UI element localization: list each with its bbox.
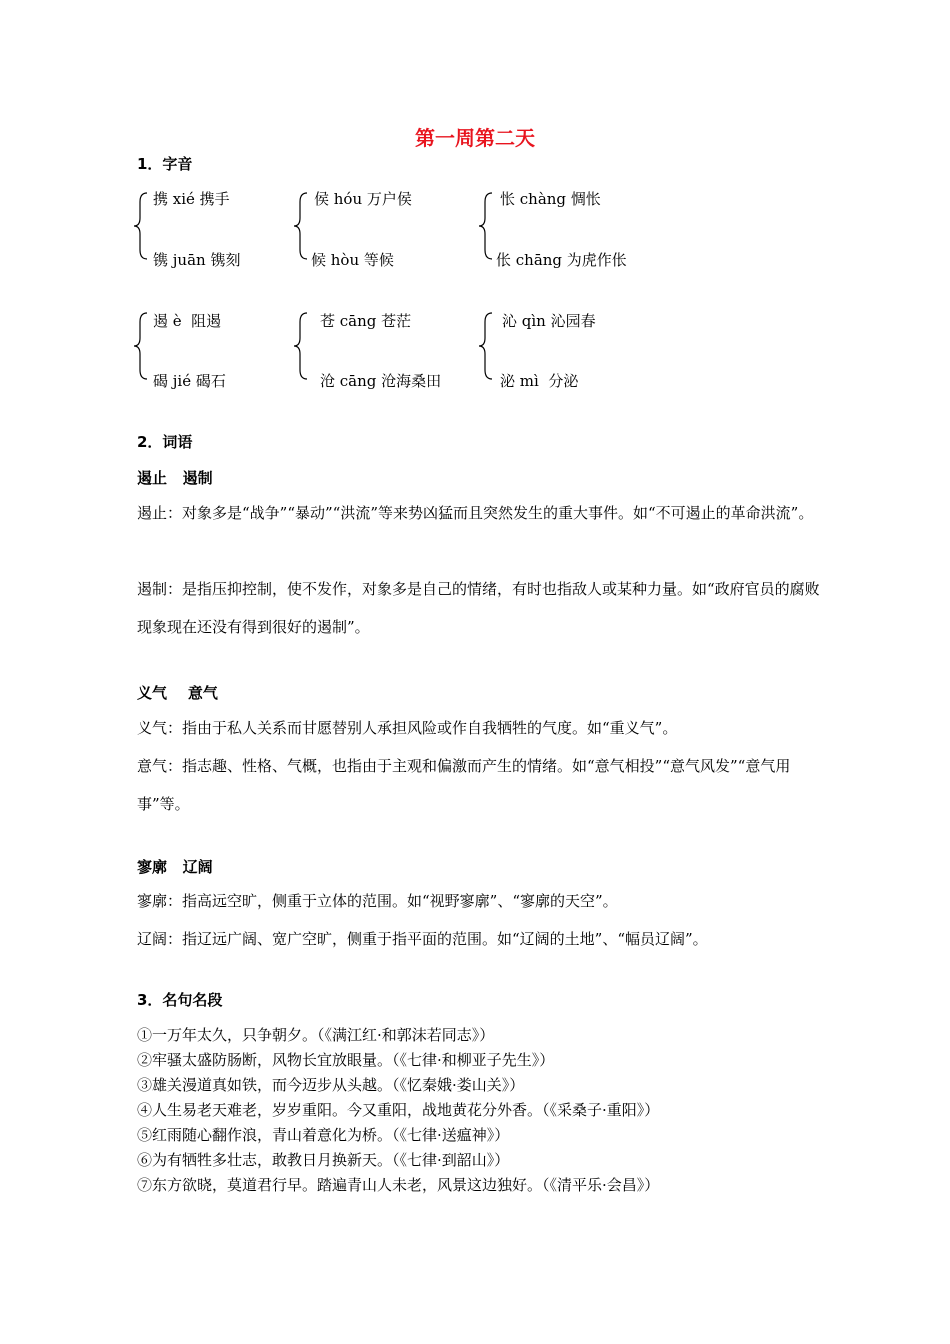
quote-item: ③雄关漫道真如铁，而今迈步从头越。（《忆秦娥·娄山关》）: [137, 1076, 525, 1094]
brace-icon: [478, 192, 498, 260]
pron-item-bottom: 泌 mì 分泌: [500, 372, 579, 390]
word-definition: 寥廓：指高远空旷，侧重于立体的范围。如“视野寥廓”、“寥廓的天空”。: [137, 892, 618, 910]
pron-item-bottom: 伥 chāng 为虎作伥: [496, 251, 627, 269]
brace-icon: [133, 312, 153, 380]
quote-item: ④人生易老天难老，岁岁重阳。今又重阳，战地黄花分外香。（《采桑子·重阳》）: [137, 1101, 660, 1119]
word-pair-title: 寥廓 辽阔: [137, 858, 213, 876]
brace-icon: [293, 312, 313, 380]
pron-item-top: 携 xié 携手: [153, 190, 230, 208]
section-heading-words: 2．词语: [137, 433, 193, 451]
pron-item-top: 苍 cāng 苍茫: [320, 312, 412, 330]
pron-item-top: 怅 chàng 惆怅: [500, 190, 601, 208]
word-pair-title: 遏止 遏制: [137, 469, 213, 487]
word-definition: 义气：指由于私人关系而甘愿替别人承担风险或作自我牺牲的气度。如“重义气”。: [137, 719, 678, 737]
section-heading-pronunciation: 1．字音: [137, 155, 193, 173]
pron-item-top: 侯 hóu 万户侯: [314, 190, 412, 208]
word-definition: 意气：指志趣、性格、气概，也指由于主观和偏激而产生的情绪。如“意气相投”“意气风发”“意气用事”等。: [137, 757, 791, 813]
pron-item-bottom: 碣 jié 碣石: [153, 372, 226, 390]
brace-icon: [293, 192, 313, 260]
pron-item-bottom: 镌 juān 镌刻: [153, 251, 241, 269]
page-title: 第一周第二天: [415, 126, 535, 150]
section-heading-quotes: 3．名句名段: [137, 991, 223, 1009]
word-definition: 遏止：对象多是“战争”“暴动”“洪流”等来势凶猛而且突然发生的重大事件。如“不可遏止的革命洪流”。: [137, 504, 814, 522]
word-pair-title: 义气 意气: [137, 684, 218, 702]
quote-item: ⑦东方欲晓，莫道君行早。踏遍青山人未老，风景这边独好。（《清平乐·会昌》）: [137, 1176, 660, 1194]
word-definition: 遏制：是指压抑控制，使不发作，对象多是自己的情绪，有时也指敌人或某种力量。如“政府官员的腐败现象现在还没有得到很好的遏制”。: [137, 580, 820, 636]
pron-item-top: 沁 qìn 沁园春: [502, 312, 596, 330]
pron-item-bottom: 沧 cāng 沧海桑田: [320, 372, 442, 390]
brace-icon: [478, 312, 498, 380]
quote-item: ⑥为有牺牲多壮志，敢教日月换新天。（《七律·到韶山》）: [137, 1151, 510, 1169]
quote-item: ②牢骚太盛防肠断，风物长宜放眼量。（《七律·和柳亚子先生》）: [137, 1051, 555, 1069]
brace-icon: [133, 192, 153, 260]
pron-item-top: 遏 è 阻遏: [153, 312, 222, 330]
pron-item-bottom: 候 hòu 等候: [311, 251, 394, 269]
quote-item: ⑤红雨随心翻作浪，青山着意化为桥。（《七律·送瘟神》）: [137, 1126, 510, 1144]
quote-item: ①一万年太久，只争朝夕。（《满江红·和郭沫若同志》）: [137, 1026, 495, 1044]
word-definition: 辽阔：指辽远广阔、宽广空旷，侧重于指平面的范围。如“辽阔的土地”、“幅员辽阔”。: [137, 930, 708, 948]
